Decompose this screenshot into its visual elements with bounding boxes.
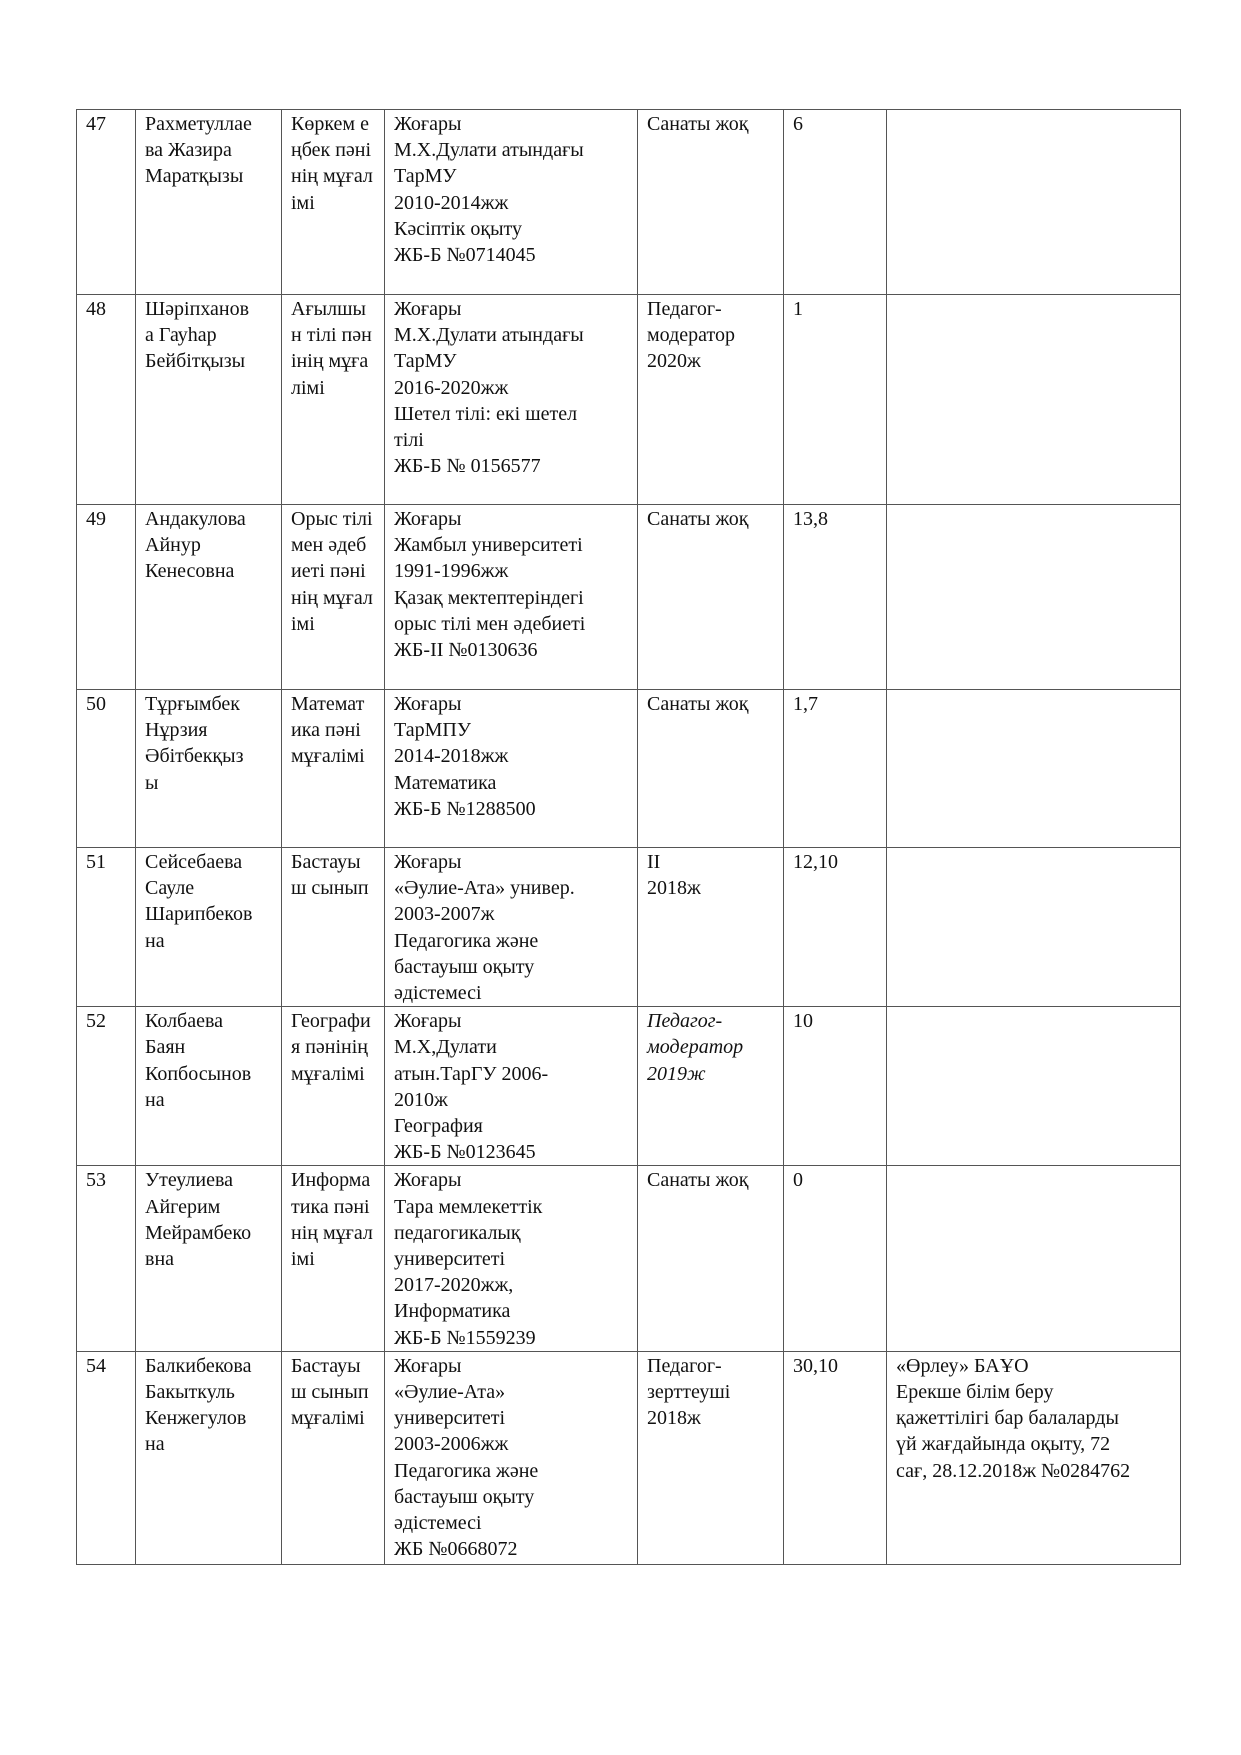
cell-subject: Орыс тілі мен әдебиеті пәнінің мұғалімі [282,505,385,690]
cell-category: Санаты жоқ [638,110,784,295]
cell-subject: Бастауыш сынып мұғалімі [282,1351,385,1564]
cell-note [887,848,1181,1007]
table-row [77,1351,1181,1564]
cell-note: «Өрлеу» БАҰО Ерекше білім беру қажеттілігі бар балаларды үй жағдайында оқыту, 72 сағ, 28.12.2018ж №0284762 [887,1351,1181,1564]
cell-education: Жоғары «Әулие-Ата» университеті 2003-2006жж Педагогика және бастауыш оқыту әдістемесі ЖБ №0668072 [385,1351,638,1564]
cell-name: Балкибекова Бакыткуль Кенжегулов на [136,1351,282,1564]
cell-num: 50 [77,690,136,848]
cell-experience: 13,8 [784,505,887,690]
cell-education: Жоғары М.Х.Дулати атындағы ТарМУ 2016-2020жж Шетел тілі: екі шетел тілі ЖБ-Б № 0156577 [385,295,638,505]
cell-category: Педагог- модератор 2019ж [638,1007,784,1166]
cell-education: Жоғары ТарМПУ 2014-2018жж Математика ЖБ-Б №1288500 [385,690,638,848]
cell-experience: 1,7 [784,690,887,848]
cell-name: Рахметуллае ва Жазира Маратқызы [136,110,282,295]
cell-num: 48 [77,295,136,505]
table-row [77,110,1181,295]
cell-num: 54 [77,1351,136,1564]
cell-subject: Көркем еңбек пәнінің мұғалімі [282,110,385,295]
table-body [77,110,1181,1565]
cell-subject: Математика пәні мұғалімі [282,690,385,848]
table-row [77,505,1181,690]
cell-subject: Ағылшын тілі пәнінің мұғалімі [282,295,385,505]
cell-name: Утеулиева Айгерим Мейрамбеко вна [136,1166,282,1351]
table-row [77,1007,1181,1166]
cell-subject: Бастауыш сынып [282,848,385,1007]
cell-name: Колбаева Баян Копбосынов на [136,1007,282,1166]
cell-education: Жоғары М.Х,Дулати атын.ТарГУ 2006- 2010ж География ЖБ-Б №0123645 [385,1007,638,1166]
cell-category: Санаты жоқ [638,505,784,690]
cell-num: 51 [77,848,136,1007]
cell-category: Педагог- модератор 2020ж [638,295,784,505]
cell-category: Санаты жоқ [638,690,784,848]
cell-category: Санаты жоқ [638,1166,784,1351]
cell-num: 47 [77,110,136,295]
cell-experience: 10 [784,1007,887,1166]
cell-num: 53 [77,1166,136,1351]
table-row [77,690,1181,848]
staff-table [76,109,1181,1565]
cell-subject: География пәнінің мұғалімі [282,1007,385,1166]
cell-experience: 6 [784,110,887,295]
cell-note [887,1166,1181,1351]
cell-name: Сейсебаева Сауле Шарипбеков на [136,848,282,1007]
cell-education: Жоғары М.Х.Дулати атындағы ТарМУ 2010-2014жж Кәсіптік оқыту ЖБ-Б №0714045 [385,110,638,295]
cell-note [887,690,1181,848]
table-row [77,295,1181,505]
cell-education: Жоғары «Әулие-Ата» универ. 2003-2007ж Педагогика және бастауыш оқыту әдістемесі [385,848,638,1007]
cell-name: Шәріпханов а Гауһар Бейбітқызы [136,295,282,505]
cell-note [887,110,1181,295]
cell-note [887,505,1181,690]
cell-category: ІІ 2018ж [638,848,784,1007]
cell-subject: Информатика пәнінің мұғалімі [282,1166,385,1351]
cell-experience: 12,10 [784,848,887,1007]
cell-num: 49 [77,505,136,690]
cell-note [887,295,1181,505]
cell-note [887,1007,1181,1166]
cell-education: Жоғары Жамбыл университеті 1991-1996жж Қазақ мектептеріндегі орыс тілі мен әдебиеті ЖБ-ІІ №0130636 [385,505,638,690]
cell-name: Тұрғымбек Нұрзия Әбітбекқыз ы [136,690,282,848]
cell-experience: 0 [784,1166,887,1351]
cell-num: 52 [77,1007,136,1166]
cell-category: Педагог- зерттеуші 2018ж [638,1351,784,1564]
cell-experience: 1 [784,295,887,505]
cell-name: Андакулова Айнур Кенесовна [136,505,282,690]
cell-education: Жоғары Тара мемлекеттік педагогикалық университеті 2017-2020жж, Информатика ЖБ-Б №1559239 [385,1166,638,1351]
table-row [77,848,1181,1007]
table-row [77,1166,1181,1351]
cell-experience: 30,10 [784,1351,887,1564]
